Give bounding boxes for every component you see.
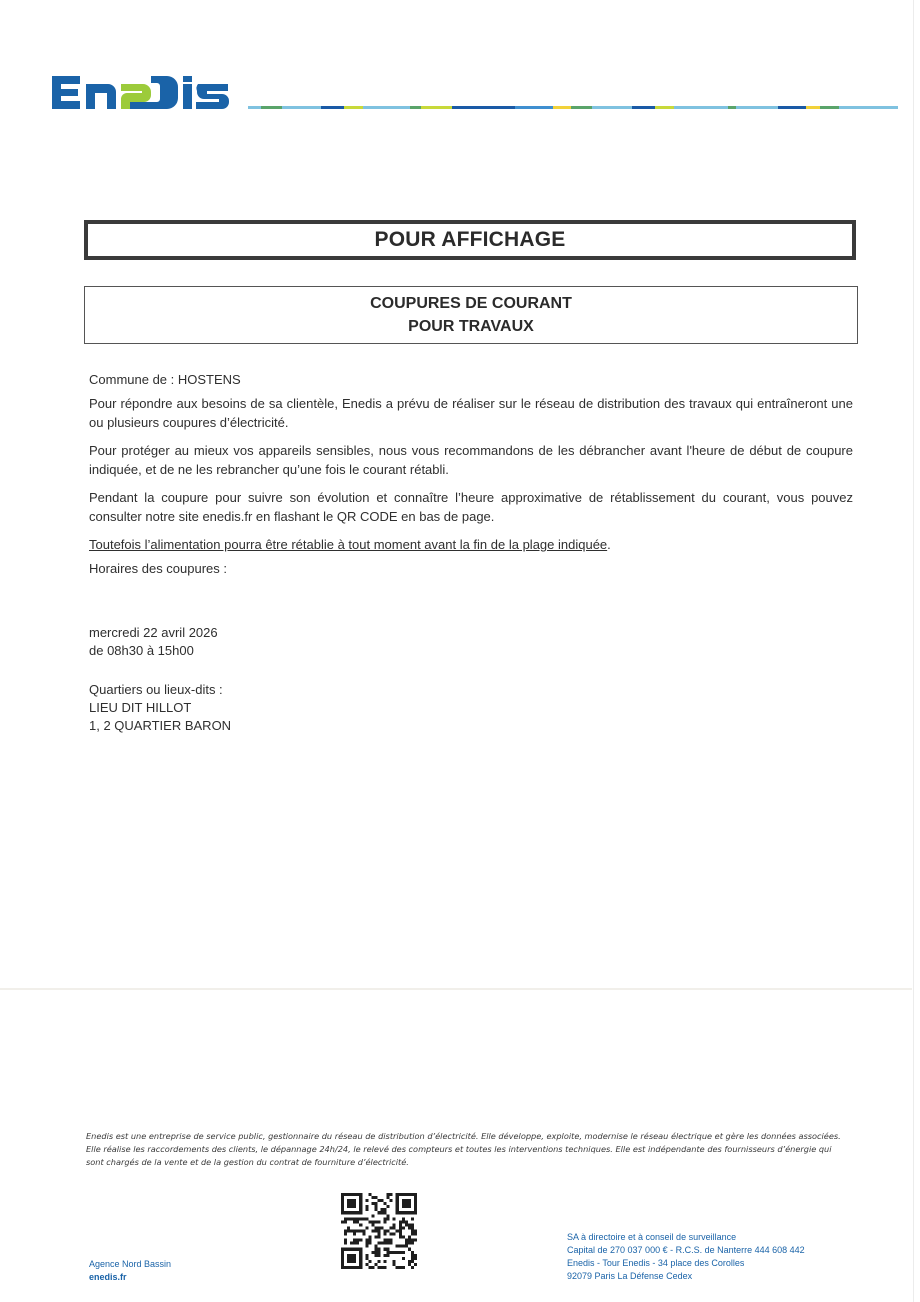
rule-segment — [452, 106, 515, 109]
rule-segment — [728, 106, 736, 109]
rule-segment — [421, 106, 452, 109]
notice-header-box — [84, 220, 856, 260]
paragraph-follow-outage: Pendant la coupure pour suivre son évolution et connaître l’heure approximative de rétablissement du courant, vous pouvez consulter notre site enedis.fr en flashant le QR CODE en bas de page. — [89, 490, 853, 524]
schedule-label: Horaires des coupures : — [89, 561, 228, 576]
rule-segment — [674, 106, 729, 109]
warning-line: Toutefois l’alimentation pourra être rétablie à tout moment avant la fin de la plage indiquée. — [89, 537, 611, 552]
commune-line: Commune de : HOSTENS — [89, 372, 241, 387]
company-line: Capital de 270 037 000 € - R.C.S. de Nanterre 444 608 442 — [567, 1245, 805, 1255]
legal-description: Enedis est une entreprise de service public, gestionnaire du réseau de distribution d’électricité. Elle développe, exploite, modernise le réseau électrique et gère les données associées. Elle réalise les raccordements des clients, le dépannage 24h/24, le relevé des compteurs et toutes les interventions techniques. Elle est indépendante des fournisseurs d’énergie qui sont chargés de la vente et de la gestion du contrat de fourniture d’électricité. — [86, 1131, 841, 1167]
footer-agency — [89, 1258, 171, 1284]
rule-segment — [321, 106, 344, 109]
rule-segment — [592, 106, 632, 109]
agency-name: Agence Nord Bassin — [89, 1259, 172, 1269]
rule-segment — [571, 106, 592, 109]
paragraph-intro: Pour répondre aux besoins de sa clientèle, Enedis a prévu de réaliser sur le réseau de distribution des travaux qui entraîneront une ou plusieurs coupures d’électricité. — [89, 396, 853, 430]
company-line: 92079 Paris La Défense Cedex — [567, 1271, 693, 1281]
brand-color-rule — [248, 106, 898, 109]
paragraph-protect-devices: Pour protéger au mieux vos appareils sensibles, nous vous recommandons de les débrancher avant l'heure de début de coupure indiquée, et de ne les rebrancher qu’une fois le courant rétabli. — [89, 443, 853, 477]
locations-label: Quartiers ou lieux-dits : — [89, 682, 223, 697]
page-edge — [913, 0, 914, 1302]
footer-company-info — [567, 1231, 805, 1283]
location-item: 1, 2 QUARTIER BARON — [89, 718, 232, 733]
rule-segment — [736, 106, 778, 109]
rule-segment — [778, 106, 805, 109]
notice-title: POUR AFFICHAGE — [374, 228, 566, 251]
qr-code-icon[interactable] — [341, 1193, 417, 1269]
subtitle-line-1: COUPURES DE COURANT — [370, 295, 572, 312]
rule-segment — [261, 106, 282, 109]
rule-segment — [553, 106, 571, 109]
rule-segment — [344, 106, 363, 109]
rule-segment — [363, 106, 410, 109]
subtitle-line-2: POUR TRAVAUX — [408, 318, 534, 335]
company-line: SA à directoire et à conseil de surveillance — [567, 1232, 737, 1242]
rule-segment — [515, 106, 553, 109]
enedis-logo — [50, 70, 242, 114]
outage-date: mercredi 22 avril 2026 — [89, 625, 218, 640]
rule-segment — [655, 106, 674, 109]
rule-segment — [282, 106, 322, 109]
rule-segment — [410, 106, 420, 109]
paper-fold-line — [0, 988, 912, 990]
rule-segment — [632, 106, 655, 109]
rule-segment — [248, 106, 261, 109]
rule-segment — [820, 106, 839, 109]
location-item: LIEU DIT HILLOT — [89, 700, 192, 715]
rule-segment — [839, 106, 898, 109]
website-link[interactable]: enedis.fr — [89, 1272, 127, 1282]
warning-text: Toutefois l’alimentation pourra être rétablie à tout moment avant la fin de la plage indiquée — [89, 537, 608, 552]
notice-subtitle-box — [84, 286, 858, 344]
outage-time-range: de 08h30 à 15h00 — [89, 643, 194, 658]
company-line: Enedis - Tour Enedis - 34 place des Corolles — [567, 1258, 745, 1268]
rule-segment — [806, 106, 821, 109]
enedis-logo-icon — [50, 70, 242, 114]
